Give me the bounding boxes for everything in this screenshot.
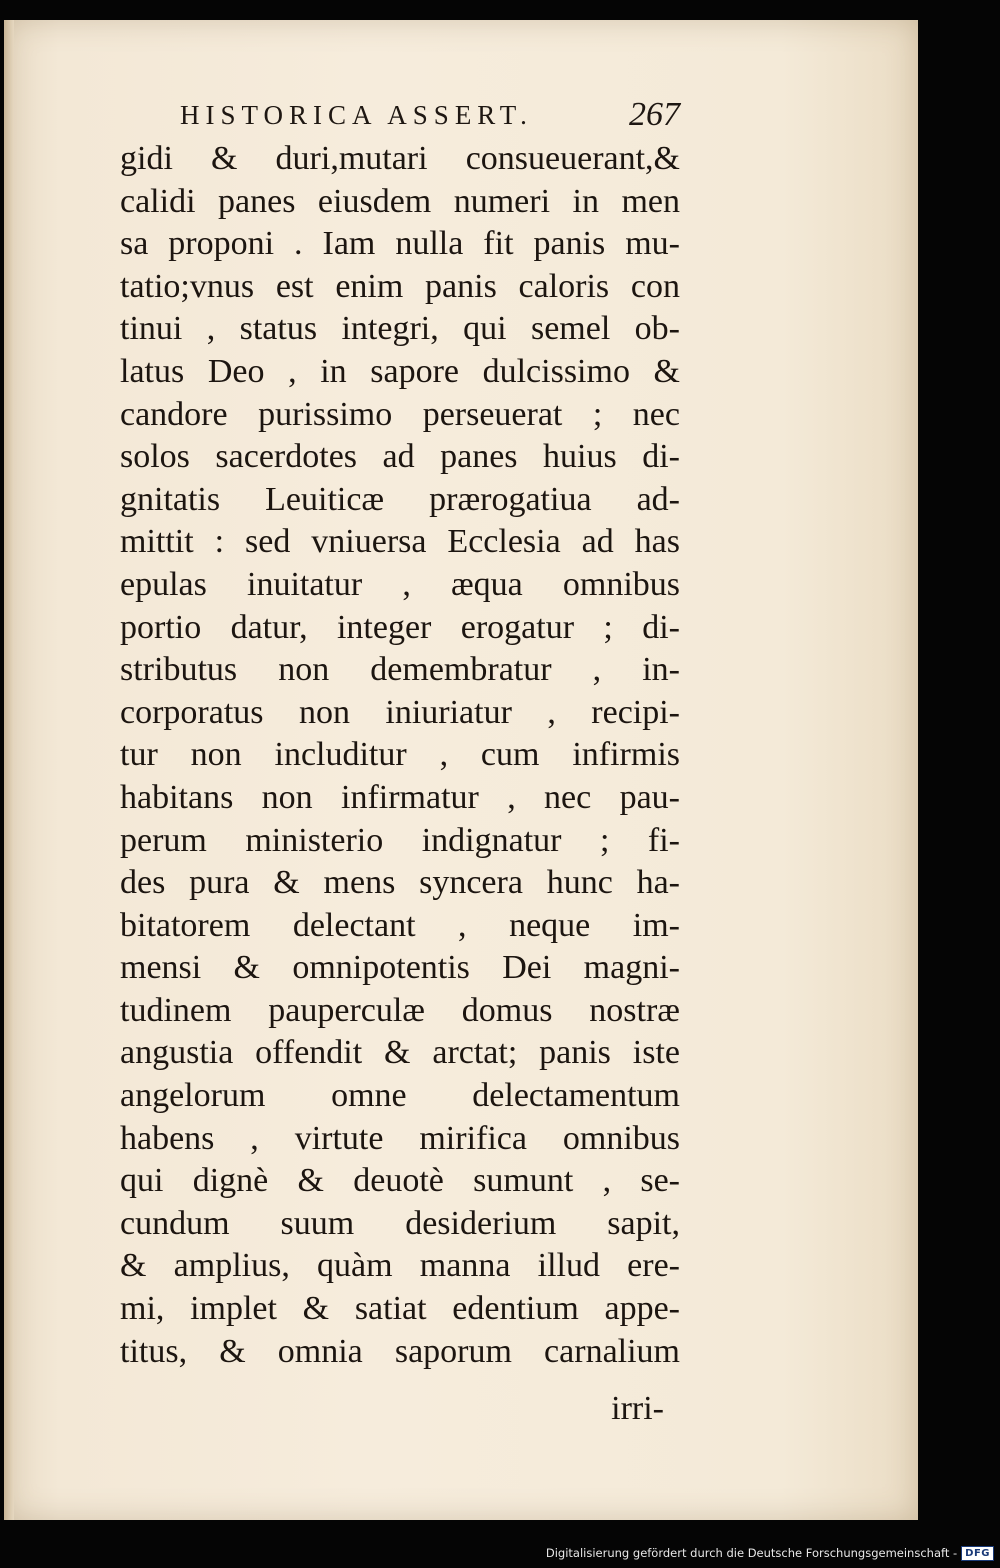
digitization-credit bbox=[546, 1544, 994, 1562]
page-number: 267 bbox=[629, 96, 680, 133]
page-gutter-edge bbox=[4, 20, 14, 1520]
credit-text: Digitalisierung gefördert durch die Deutsche Forschungsgemeinschaft - bbox=[545, 1546, 958, 1560]
text-line: tinui , status integri, qui semel ob- bbox=[120, 310, 680, 348]
text-line: habitans non infirmatur , nec pau- bbox=[120, 778, 680, 816]
text-line: sa proponi . Iam nulla fit panis mu- bbox=[120, 225, 680, 263]
running-head-title: HISTORICA ASSERT. bbox=[180, 100, 533, 130]
text-line: cundum suum desiderium sapit, bbox=[120, 1204, 680, 1242]
running-head bbox=[180, 98, 680, 138]
text-line: angustia offendit & arctat; panis iste bbox=[120, 1034, 680, 1072]
text-line: des pura & mens syncera hunc ha- bbox=[120, 864, 680, 902]
text-line: tudinem pauperculæ domus nostræ bbox=[120, 991, 680, 1029]
text-line: bitatorem delectant , neque im- bbox=[120, 906, 680, 944]
text-line: candore purissimo perseuerat ; nec bbox=[120, 395, 680, 433]
text-line: perum ministerio indignatur ; fi- bbox=[120, 821, 680, 859]
text-line: epulas inuitatur , æqua omnibus bbox=[120, 565, 680, 603]
text-line: & amplius, quàm manna illud ere- bbox=[120, 1247, 680, 1285]
text-line: mensi & omnipotentis Dei magni- bbox=[120, 949, 680, 987]
book-page bbox=[4, 20, 918, 1520]
text-line: tur non includitur , cum infirmis bbox=[120, 736, 680, 774]
text-line: solos sacerdotes ad panes huius di- bbox=[120, 438, 680, 476]
text-line: titus, & omnia saporum carnalium bbox=[120, 1332, 680, 1370]
text-line: mi, implet & satiat edentium appe- bbox=[120, 1290, 680, 1328]
text-line: angelorum omne delectamentum bbox=[120, 1077, 680, 1115]
text-line: calidi panes eiusdem numeri in men bbox=[120, 182, 680, 220]
dfg-logo: DFG bbox=[961, 1546, 994, 1561]
text-line: gnitatis Leuiticæ prærogatiua ad- bbox=[120, 480, 680, 518]
text-line: gidi & duri,mutari consueuerant,& bbox=[120, 140, 680, 177]
text-line: stributus non demembratur , in- bbox=[120, 651, 680, 689]
catchword: irri- bbox=[611, 1390, 664, 1427]
body-text bbox=[120, 138, 680, 1373]
text-line: qui dignè & deuotè sumunt , se- bbox=[120, 1162, 680, 1200]
text-line: habens , virtute mirifica omnibus bbox=[120, 1119, 680, 1157]
text-line: latus Deo , in sapore dulcissimo & bbox=[120, 352, 680, 390]
text-line: tatio;vnus est enim panis caloris con bbox=[120, 267, 680, 305]
text-line: corporatus non iniuriatur , recipi- bbox=[120, 693, 680, 731]
text-line: portio datur, integer erogatur ; di- bbox=[120, 608, 680, 646]
text-line: mittit : sed vniuersa Ecclesia ad has bbox=[120, 523, 680, 561]
